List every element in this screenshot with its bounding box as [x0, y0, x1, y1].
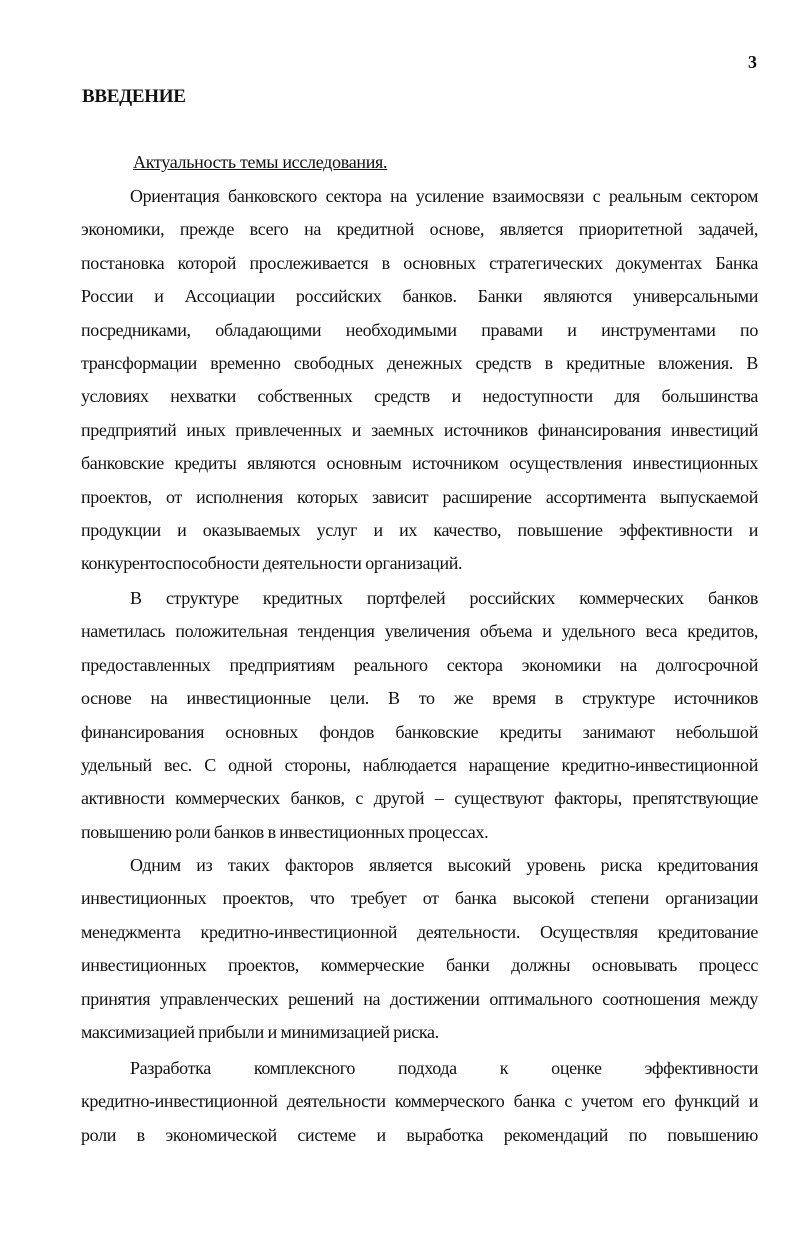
paragraph-line: постановка которой прослеживается в основных стратегических документах Банка	[81, 252, 758, 273]
paragraph-line: условиях нехватки собственных средств и недоступности для большинства	[81, 386, 758, 407]
paragraph-line: основе на инвестиционные цели. В то же время в структуре источников	[81, 688, 758, 709]
paragraph-line: кредитно-инвестиционной деятельности коммерческого банка с учетом его функций и	[81, 1091, 758, 1112]
section-heading: ВВЕДЕНИЕ	[82, 86, 186, 107]
paragraph-line: предоставленных предприятиям реального сектора экономики на долгосрочной	[81, 654, 758, 675]
paragraph-line: инвестиционных проектов, коммерческие банки должны основывать процесс	[81, 955, 758, 976]
paragraph-line: удельный вес. С одной стороны, наблюдается наращение кредитно-инвестиционной	[81, 755, 758, 775]
page-number: 3	[748, 52, 757, 72]
paragraph-line: роли в экономической системе и выработка рекомендаций по повышению	[81, 1124, 758, 1145]
paragraph-line: В структуре кредитных портфелей российских коммерческих банков	[130, 588, 758, 608]
paragraph-line: трансформации временно свободных денежных средств в кредитные вложения. В	[81, 353, 758, 373]
paragraph-line: России и Ассоциации российских банков. Банки являются универсальными	[81, 286, 758, 307]
paragraph-line: Одним из таких факторов является высокий уровень риска кредитования	[130, 855, 758, 875]
paragraph-line: Ориентация банковского сектора на усиление взаимосвязи с реальным сектором	[130, 186, 758, 206]
paragraph-line: повышению роли банков в инвестиционных процессах.	[81, 821, 489, 842]
paragraph-line: принятия управленческих решений на достижении оптимального соотношения между	[81, 988, 758, 1009]
paragraph-line: максимизацией прибыли и минимизацией риска.	[81, 1022, 439, 1042]
paragraph-line: проектов, от исполнения которых зависит расширение ассортимента выпускаемой	[81, 486, 758, 507]
paragraph-line: предприятий иных привлеченных и заемных источников финансирования инвестиций	[81, 419, 758, 440]
paragraph-line: финансирования основных фондов банковские кредиты занимают небольшой	[81, 721, 758, 742]
paragraph-line: менеджмента кредитно-инвестиционной деятельности. Осуществляя кредитование	[81, 921, 758, 942]
paragraph-line: Разработка комплексного подхода к оценке эффективности	[130, 1058, 758, 1078]
paragraph-line: продукции и оказываемых услуг и их качество, повышение эффективности и	[81, 520, 758, 540]
paragraph-line: посредниками, обладающими необходимыми правами и инструментами по	[81, 319, 758, 340]
paragraph-line: конкурентоспособности деятельности организаций.	[81, 553, 463, 574]
paragraph-line: наметилась положительная тенденция увеличения объема и удельного веса кредитов,	[81, 621, 758, 642]
paragraph-line: инвестиционных проектов, что требует от банка высокой степени организации	[81, 888, 758, 909]
paragraph-line: активности коммерческих банков, с другой – существуют факторы, препятствующие	[81, 788, 758, 809]
paragraph-line: банковские кредиты являются основным источником осуществления инвестиционных	[81, 453, 758, 474]
subsection-heading: Актуальность темы исследования.	[133, 152, 388, 172]
paragraph-line: экономики, прежде всего на кредитной основе, является приоритетной задачей,	[81, 219, 758, 240]
